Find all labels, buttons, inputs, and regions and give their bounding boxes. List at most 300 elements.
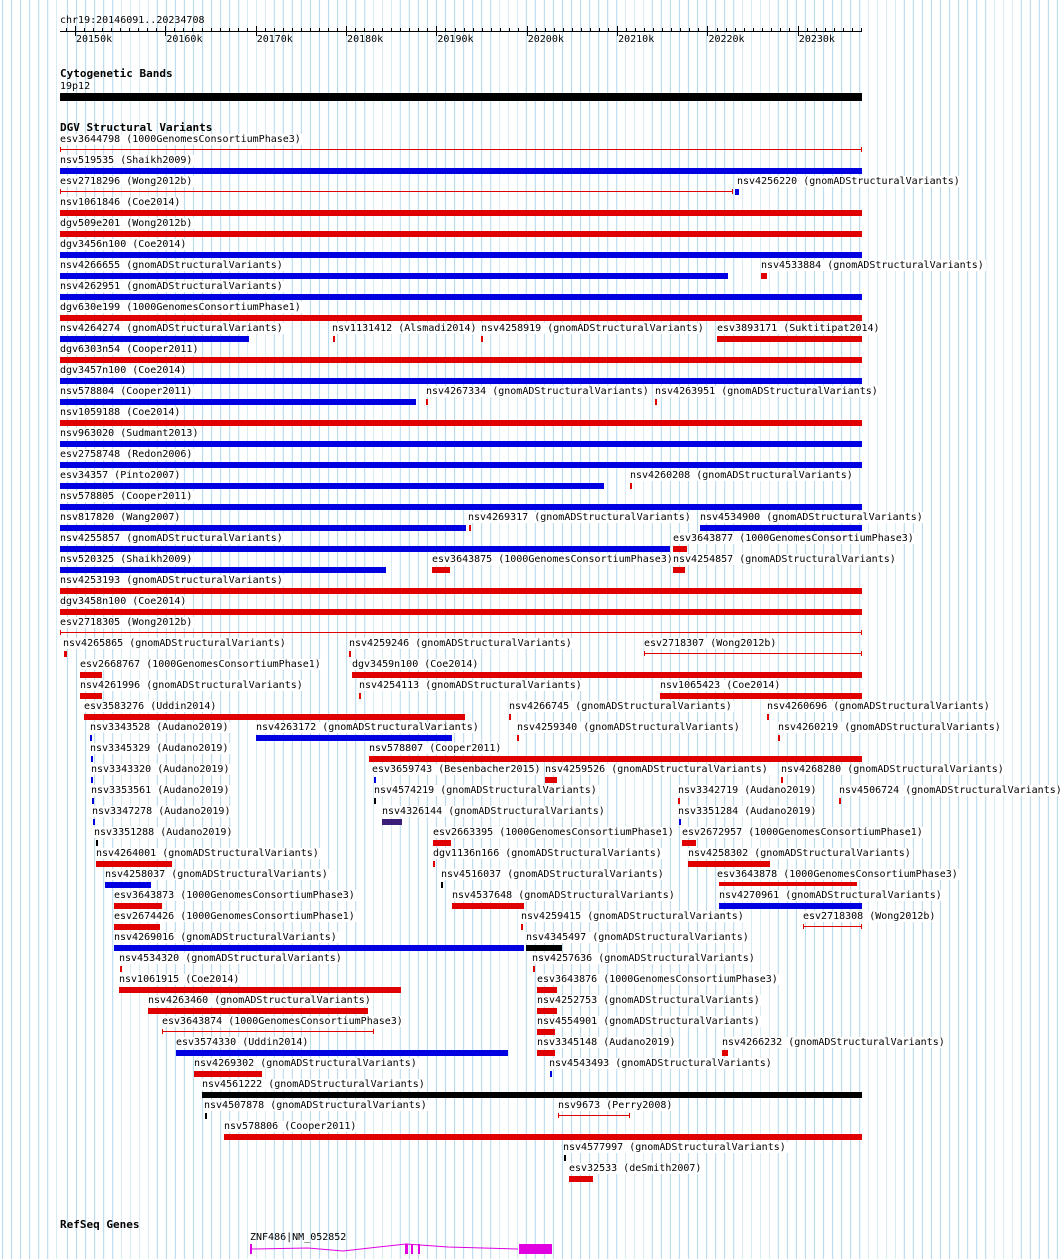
sv-feature-bar[interactable] [564, 1155, 566, 1161]
sv-feature-label: esv3583276 (Uddin2014) [84, 701, 217, 712]
sv-feature-bar[interactable] [60, 567, 386, 573]
ruler-minor-tick [482, 28, 483, 32]
sv-feature-bar[interactable] [374, 798, 376, 804]
sv-feature-bar[interactable] [426, 399, 428, 405]
ruler-tick-label: 20180k [347, 34, 384, 45]
ruler-minor-tick [120, 28, 121, 32]
ruler-minor-tick [138, 28, 139, 32]
ruler-minor-tick [798, 28, 799, 32]
sv-feature-label: nsv4252753 (gnomADStructuralVariants) [537, 995, 760, 1006]
sv-feature-label: nsv4268280 (gnomADStructuralVariants) [781, 764, 1004, 775]
gene-exon [411, 1244, 413, 1254]
sv-feature-label: nsv4345497 (gnomADStructuralVariants) [526, 932, 749, 943]
sv-feature-bar[interactable] [64, 651, 67, 657]
sv-feature-bar[interactable] [382, 819, 402, 825]
sv-feature-label: esv2668767 (1000GenomesConsortiumPhase1) [80, 659, 321, 670]
ruler-minor-tick [220, 28, 221, 32]
sv-feature-label: nsv4269016 (gnomADStructuralVariants) [114, 932, 337, 943]
sv-feature-bar[interactable] [60, 525, 466, 531]
sv-feature-label: nsv4269317 (gnomADStructuralVariants) [468, 512, 691, 523]
sv-feature-bar[interactable] [682, 840, 696, 846]
ruler-tick-label: 20200k [527, 34, 564, 45]
ruler-minor-tick [256, 28, 257, 32]
sv-feature-bar[interactable] [60, 399, 416, 405]
sv-feature-bar[interactable] [194, 1071, 262, 1077]
sv-feature-label: nsv817820 (Wang2007) [60, 512, 181, 523]
sv-feature-label: nsv578807 (Cooper2011) [369, 743, 502, 754]
ruler-location: chr19:20146091..20234708 [60, 15, 205, 26]
ruler-minor-tick [617, 28, 618, 32]
sv-feature-bar[interactable] [60, 609, 862, 615]
cytoband-bar[interactable] [60, 93, 862, 101]
sv-feature-label: nsv4577997 (gnomADStructuralVariants) [563, 1142, 786, 1153]
sv-feature-bar[interactable] [119, 987, 401, 993]
sv-feature-label: nsv1059188 (Coe2014) [60, 407, 181, 418]
ruler-minor-tick [418, 28, 419, 32]
ruler-minor-tick [735, 28, 736, 32]
ruler-minor-tick [292, 28, 293, 32]
sv-feature-bar[interactable] [545, 777, 557, 783]
sv-feature-bar[interactable] [80, 672, 102, 678]
ruler-minor-tick [238, 28, 239, 32]
sv-feature-label: nsv4537648 (gnomADStructuralVariants) [452, 890, 675, 901]
sv-feature-label: nsv3351288 (Audano2019) [94, 827, 233, 838]
sv-feature-bar[interactable] [359, 693, 361, 699]
ruler-minor-tick [473, 28, 474, 32]
sv-feature-bar[interactable] [537, 1029, 555, 1035]
ruler-minor-tick [174, 28, 175, 32]
sv-feature-label: nsv3345148 (Audano2019) [537, 1037, 676, 1048]
ruler-minor-tick [75, 28, 76, 32]
sv-feature-bar[interactable] [735, 189, 739, 195]
sv-feature-label: nsv4516037 (gnomADStructuralVariants) [441, 869, 664, 880]
sv-feature-bar[interactable] [60, 149, 862, 150]
sv-feature-bar[interactable] [517, 735, 519, 741]
sv-feature-bar[interactable] [60, 231, 862, 237]
sv-feature-label: nsv3347278 (Audano2019) [92, 806, 231, 817]
ruler-minor-tick [84, 28, 85, 32]
sv-feature-bar[interactable] [374, 777, 376, 783]
ruler-minor-tick [373, 28, 374, 32]
sv-feature-bar[interactable] [469, 525, 471, 531]
ruler-minor-tick [635, 28, 636, 32]
ruler-minor-tick [581, 28, 582, 32]
ruler-minor-tick [608, 28, 609, 32]
ruler-minor-tick [518, 28, 519, 32]
cytoband-track-title: Cytogenetic Bands [60, 67, 173, 80]
ruler-minor-tick [834, 28, 835, 32]
sv-feature-label: nsv4326144 (gnomADStructuralVariants) [382, 806, 605, 817]
sv-feature-bar[interactable] [655, 399, 657, 405]
ruler-minor-tick [545, 28, 546, 32]
sv-feature-label: nsv578805 (Cooper2011) [60, 491, 193, 502]
sv-feature-label: esv2663395 (1000GenomesConsortiumPhase1) [433, 827, 674, 838]
sv-feature-label: nsv4263951 (gnomADStructuralVariants) [655, 386, 878, 397]
sv-feature-label: nsv4265865 (gnomADStructuralVariants) [63, 638, 286, 649]
ruler-minor-tick [554, 28, 555, 32]
sv-feature-bar[interactable] [60, 632, 862, 633]
sv-feature-bar[interactable] [767, 714, 769, 720]
sv-feature-bar[interactable] [441, 882, 443, 888]
ruler-minor-tick [771, 28, 772, 32]
sv-feature-bar[interactable] [60, 294, 862, 300]
gene-utr-exon [519, 1244, 552, 1254]
sv-feature-label: dgv6303n54 (Cooper2011) [60, 344, 199, 355]
sv-feature-label: nsv4554901 (gnomADStructuralVariants) [537, 1016, 760, 1027]
sv-feature-label: esv3643878 (1000GenomesConsortiumPhase3) [717, 869, 958, 880]
sv-feature-label: nsv3343528 (Audano2019) [90, 722, 229, 733]
sv-feature-bar[interactable] [679, 819, 681, 825]
sv-feature-label: dgv509e201 (Wong2012b) [60, 218, 193, 229]
sv-feature-bar[interactable] [96, 840, 98, 846]
sv-feature-bar[interactable] [60, 420, 862, 426]
ruler-minor-tick [346, 28, 347, 32]
sv-feature-bar[interactable] [803, 926, 862, 927]
sv-feature-label: esv3643877 (1000GenomesConsortiumPhase3) [673, 533, 914, 544]
sv-feature-bar[interactable] [778, 735, 780, 741]
sv-feature-label: nsv3353561 (Audano2019) [91, 785, 230, 796]
sv-feature-bar[interactable] [526, 945, 562, 951]
sv-feature-bar[interactable] [84, 714, 465, 720]
sv-feature-label: nsv4561222 (gnomADStructuralVariants) [202, 1079, 425, 1090]
sv-feature-bar[interactable] [114, 924, 160, 930]
sv-feature-bar[interactable] [569, 1176, 593, 1182]
sv-feature-bar[interactable] [369, 756, 862, 762]
sv-feature-bar[interactable] [537, 1008, 557, 1014]
sv-feature-bar[interactable] [433, 840, 451, 846]
ruler-minor-tick [436, 28, 437, 32]
ruler-minor-tick [717, 28, 718, 32]
ruler-minor-tick [102, 28, 103, 32]
ruler-minor-tick [337, 28, 338, 32]
sv-feature-bar[interactable] [91, 756, 93, 762]
ruler-minor-tick [391, 28, 392, 32]
sv-feature-label: nsv4255857 (gnomADStructuralVariants) [60, 533, 283, 544]
sv-feature-bar[interactable] [60, 191, 733, 192]
ruler-minor-tick [662, 28, 663, 32]
sv-feature-label: nsv4267334 (gnomADStructuralVariants) [426, 386, 649, 397]
sv-feature-label: nsv1061915 (Coe2014) [119, 974, 240, 985]
sv-feature-label: nsv519535 (Shaikh2009) [60, 155, 193, 166]
ruler-minor-tick [319, 28, 320, 32]
sv-feature-label: nsv4258919 (gnomADStructuralVariants) [481, 323, 704, 334]
sv-feature-bar[interactable] [60, 504, 862, 510]
sv-feature-bar[interactable] [60, 546, 670, 552]
sv-feature-label: nsv4254113 (gnomADStructuralVariants) [359, 680, 582, 691]
sv-feature-bar[interactable] [80, 693, 102, 699]
ruler-minor-tick [707, 28, 708, 32]
ruler-minor-tick [861, 28, 862, 32]
cytoband-name: 19p12 [60, 81, 91, 92]
sv-feature-bar[interactable] [537, 987, 557, 993]
sv-feature-label: nsv4507878 (gnomADStructuralVariants) [204, 1100, 427, 1111]
sv-feature-bar[interactable] [60, 273, 728, 279]
sv-feature-bar[interactable] [60, 336, 249, 342]
ruler-minor-tick [192, 28, 193, 32]
sv-feature-label: nsv4259246 (gnomADStructuralVariants) [349, 638, 572, 649]
sv-feature-label: nsv9673 (Perry2008) [558, 1100, 673, 1111]
gene-exon [405, 1244, 408, 1254]
sv-feature-label: nsv1065423 (Coe2014) [660, 680, 781, 691]
ruler-minor-tick [780, 28, 781, 32]
sv-feature-label: nsv4260208 (gnomADStructuralVariants) [630, 470, 853, 481]
refseq-gene-model[interactable] [248, 1240, 558, 1256]
sv-feature-bar[interactable] [60, 357, 862, 363]
sv-feature-label: nsv4261996 (gnomADStructuralVariants) [80, 680, 303, 691]
sv-feature-label: nsv4264274 (gnomADStructuralVariants) [60, 323, 283, 334]
sv-feature-label: nsv4269302 (gnomADStructuralVariants) [194, 1058, 417, 1069]
sv-feature-label: nsv4260696 (gnomADStructuralVariants) [767, 701, 990, 712]
ruler-minor-tick [183, 28, 184, 32]
ruler-minor-tick [644, 28, 645, 32]
sv-feature-label: nsv963020 (Sudmant2013) [60, 428, 199, 439]
ruler-minor-tick [409, 28, 410, 32]
sv-feature-bar[interactable] [349, 651, 351, 657]
ruler-minor-tick [671, 28, 672, 32]
sv-feature-label: dgv3458n100 (Coe2014) [60, 596, 187, 607]
ruler-minor-tick [698, 28, 699, 32]
ruler-minor-tick [807, 28, 808, 32]
ruler-minor-tick [527, 28, 528, 32]
ruler-minor-tick [744, 28, 745, 32]
sv-feature-bar[interactable] [60, 483, 604, 489]
sv-feature-bar[interactable] [839, 798, 841, 804]
sv-feature-bar[interactable] [205, 1113, 207, 1119]
sv-feature-label: nsv578806 (Cooper2011) [224, 1121, 357, 1132]
sv-feature-label: nsv1131412 (Alsmadi2014) [332, 323, 477, 334]
ruler-minor-tick [852, 28, 853, 32]
sv-feature-label: esv3574330 (Uddin2014) [176, 1037, 309, 1048]
sv-feature-bar[interactable] [105, 882, 151, 888]
sv-feature-label: esv2758748 (Redon2006) [60, 449, 193, 460]
sv-feature-bar[interactable] [644, 653, 862, 654]
sv-feature-bar[interactable] [537, 1050, 555, 1056]
sv-feature-bar[interactable] [781, 777, 783, 783]
sv-feature-label: nsv578804 (Cooper2011) [60, 386, 193, 397]
sv-feature-bar[interactable] [91, 777, 93, 783]
sv-feature-bar[interactable] [719, 882, 857, 886]
ruler-minor-tick [274, 28, 275, 32]
sv-feature-bar[interactable] [148, 1008, 368, 1014]
ruler-tick-label: 20220k [708, 34, 745, 45]
gene-exon [250, 1244, 252, 1254]
sv-feature-bar[interactable] [533, 966, 535, 972]
sv-feature-bar[interactable] [660, 693, 862, 699]
sv-feature-label: dgv3457n100 (Coe2014) [60, 365, 187, 376]
dgv-track-title: DGV Structural Variants [60, 121, 213, 134]
sv-feature-bar[interactable] [176, 1050, 508, 1056]
sv-feature-label: esv3643876 (1000GenomesConsortiumPhase3) [537, 974, 778, 985]
sv-feature-bar[interactable] [433, 861, 435, 867]
sv-feature-label: nsv3342719 (Audano2019) [678, 785, 817, 796]
sv-feature-label: nsv4254857 (gnomADStructuralVariants) [673, 554, 896, 565]
ruler-minor-tick [165, 28, 166, 32]
ruler-tick-label: 20170k [256, 34, 293, 45]
sv-feature-label: nsv4263460 (gnomADStructuralVariants) [148, 995, 371, 1006]
ruler-tick-label: 20160k [166, 34, 203, 45]
refseq-gene-label: ZNF486|NM_052852 [250, 1232, 347, 1243]
ruler-minor-tick [111, 28, 112, 32]
sv-feature-label: nsv4534320 (gnomADStructuralVariants) [119, 953, 342, 964]
sv-feature-bar[interactable] [630, 483, 632, 489]
sv-feature-bar[interactable] [452, 903, 524, 909]
sv-feature-bar[interactable] [521, 924, 523, 930]
ruler-minor-tick [328, 28, 329, 32]
ruler-minor-tick [355, 28, 356, 32]
ruler-minor-tick [825, 28, 826, 32]
sv-feature-label: esv3644798 (1000GenomesConsortiumPhase3) [60, 134, 301, 145]
sv-feature-label: nsv4259415 (gnomADStructuralVariants) [521, 911, 744, 922]
sv-feature-bar[interactable] [333, 336, 335, 342]
sv-feature-label: dgv1136n166 (gnomADStructuralVariants) [433, 848, 662, 859]
sv-feature-label: nsv1061846 (Coe2014) [60, 197, 181, 208]
sv-feature-bar[interactable] [352, 672, 862, 678]
ruler-tick-label: 20150k [76, 34, 113, 45]
sv-feature-bar[interactable] [162, 1031, 374, 1032]
sv-feature-label: nsv4534900 (gnomADStructuralVariants) [700, 512, 923, 523]
ruler-minor-tick [93, 28, 94, 32]
ruler-minor-tick [310, 28, 311, 32]
ruler-minor-tick [283, 28, 284, 32]
ruler-minor-tick [509, 28, 510, 32]
ruler-minor-tick [563, 28, 564, 32]
ruler-minor-tick [500, 28, 501, 32]
sv-feature-bar[interactable] [673, 546, 687, 552]
sv-feature-label: nsv4266655 (gnomADStructuralVariants) [60, 260, 283, 271]
ruler-minor-tick [843, 28, 844, 32]
sv-feature-bar[interactable] [93, 819, 95, 825]
ruler-minor-tick [147, 28, 148, 32]
ruler-minor-tick [202, 28, 203, 32]
sv-feature-label: nsv4259526 (gnomADStructuralVariants) [545, 764, 768, 775]
sv-feature-bar[interactable] [673, 567, 685, 573]
sv-feature-label: nsv4260219 (gnomADStructuralVariants) [778, 722, 1001, 733]
sv-feature-label: nsv4264001 (gnomADStructuralVariants) [96, 848, 319, 859]
sv-feature-bar[interactable] [481, 336, 483, 342]
sv-feature-bar[interactable] [719, 903, 862, 909]
ruler-minor-tick [265, 28, 266, 32]
ruler-minor-tick [762, 28, 763, 32]
ruler-minor-tick [626, 28, 627, 32]
sv-feature-bar[interactable] [60, 210, 862, 216]
sv-feature-bar[interactable] [509, 714, 511, 720]
sv-feature-label: esv3643874 (1000GenomesConsortiumPhase3) [162, 1016, 403, 1027]
sv-feature-bar[interactable] [550, 1071, 552, 1077]
ruler-minor-tick [382, 28, 383, 32]
sv-feature-bar[interactable] [256, 735, 452, 741]
ruler-minor-tick [572, 28, 573, 32]
sv-feature-bar[interactable] [60, 378, 862, 384]
ruler-minor-tick [464, 28, 465, 32]
ruler-minor-tick [753, 28, 754, 32]
gene-intron-line [251, 1244, 518, 1251]
sv-feature-label: nsv4259340 (gnomADStructuralVariants) [517, 722, 740, 733]
ruler-minor-tick [129, 28, 130, 32]
ruler-minor-tick [689, 28, 690, 32]
sv-feature-label: nsv4266745 (gnomADStructuralVariants) [509, 701, 732, 712]
sv-feature-bar[interactable] [96, 861, 172, 867]
sv-feature-bar[interactable] [60, 588, 862, 594]
sv-feature-label: nsv4574219 (gnomADStructuralVariants) [374, 785, 597, 796]
sv-feature-bar[interactable] [60, 441, 862, 447]
sv-feature-label: esv34357 (Pinto2007) [60, 470, 181, 481]
sv-feature-bar[interactable] [558, 1115, 630, 1116]
sv-feature-bar[interactable] [60, 315, 862, 321]
ruler-minor-tick [301, 28, 302, 32]
sv-feature-bar[interactable] [722, 1050, 728, 1056]
ruler-tick-label: 20210k [618, 34, 655, 45]
ruler-minor-tick [445, 28, 446, 32]
gene-exon [418, 1244, 420, 1254]
ruler-minor-tick [364, 28, 365, 32]
sv-feature-label: esv2718307 (Wong2012b) [644, 638, 777, 649]
sv-feature-label: dgv630e199 (1000GenomesConsortiumPhase1) [60, 302, 301, 313]
sv-feature-label: esv32533 (deSmith2007) [569, 1163, 702, 1174]
ruler-minor-tick [156, 28, 157, 32]
sv-feature-label: esv2674426 (1000GenomesConsortiumPhase1) [114, 911, 355, 922]
sv-feature-label: nsv3345329 (Audano2019) [90, 743, 229, 754]
ruler-minor-tick [211, 28, 212, 32]
sv-feature-label: nsv3343320 (Audano2019) [91, 764, 230, 775]
sv-feature-label: dgv3459n100 (Coe2014) [352, 659, 479, 670]
sv-feature-label: nsv520325 (Shaikh2009) [60, 554, 193, 565]
ruler-tick-label: 20230k [798, 34, 835, 45]
sv-feature-bar[interactable] [60, 462, 862, 468]
sv-feature-bar[interactable] [432, 567, 450, 573]
sv-feature-bar[interactable] [92, 798, 94, 804]
ruler-minor-tick [726, 28, 727, 32]
sv-feature-label: esv2718305 (Wong2012b) [60, 617, 193, 628]
ruler-minor-tick [229, 28, 230, 32]
ruler-minor-tick [590, 28, 591, 32]
sv-feature-label: nsv4263172 (gnomADStructuralVariants) [256, 722, 479, 733]
sv-feature-bar[interactable] [114, 903, 162, 909]
ruler-minor-tick [653, 28, 654, 32]
ruler-minor-tick [680, 28, 681, 32]
sv-feature-label: nsv4253193 (gnomADStructuralVariants) [60, 575, 283, 586]
sv-feature-bar[interactable] [224, 1134, 862, 1140]
ruler-minor-tick [66, 28, 67, 32]
sv-feature-label: nsv4533884 (gnomADStructuralVariants) [761, 260, 984, 271]
sv-feature-label: nsv3351284 (Audano2019) [678, 806, 817, 817]
sv-feature-label: esv3643873 (1000GenomesConsortiumPhase3) [114, 890, 355, 901]
sv-feature-label: nsv4270961 (gnomADStructuralVariants) [719, 890, 942, 901]
sv-feature-label: nsv4262951 (gnomADStructuralVariants) [60, 281, 283, 292]
sv-feature-label: nsv4257636 (gnomADStructuralVariants) [532, 953, 755, 964]
sv-feature-bar[interactable] [700, 525, 862, 531]
sv-feature-label: esv3659743 (Besenbacher2015) [372, 764, 541, 775]
sv-feature-bar[interactable] [717, 336, 862, 342]
sv-feature-label: nsv4258302 (gnomADStructuralVariants) [688, 848, 911, 859]
ruler-minor-tick [789, 28, 790, 32]
sv-feature-bar[interactable] [114, 945, 524, 951]
sv-feature-label: nsv4256220 (gnomADStructuralVariants) [737, 176, 960, 187]
sv-feature-label: esv2672957 (1000GenomesConsortiumPhase1) [682, 827, 923, 838]
sv-feature-label: esv3893171 (Suktitipat2014) [717, 323, 880, 334]
sv-feature-bar[interactable] [678, 798, 680, 804]
sv-feature-bar[interactable] [761, 273, 767, 279]
ruler-minor-tick [427, 28, 428, 32]
sv-feature-bar[interactable] [60, 168, 862, 174]
sv-feature-label: nsv4266232 (gnomADStructuralVariants) [722, 1037, 945, 1048]
sv-feature-label: nsv4543493 (gnomADStructuralVariants) [549, 1058, 772, 1069]
sv-feature-bar[interactable] [90, 735, 92, 741]
sv-feature-bar[interactable] [202, 1092, 862, 1098]
sv-feature-bar[interactable] [688, 861, 770, 867]
sv-feature-bar[interactable] [60, 252, 862, 258]
ruler-minor-tick [536, 28, 537, 32]
sv-feature-bar[interactable] [120, 966, 122, 972]
